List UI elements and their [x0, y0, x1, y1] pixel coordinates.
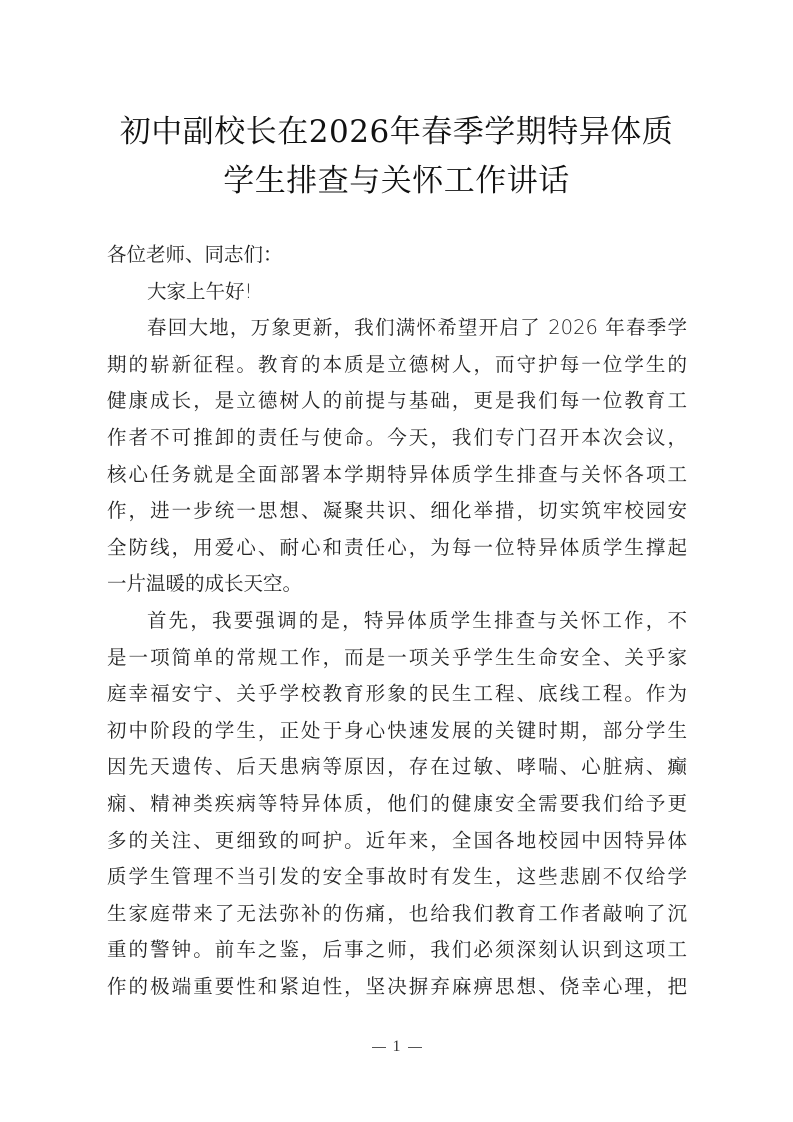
footer-dash-left	[372, 1047, 386, 1048]
greeting: 大家上午好!	[147, 279, 253, 303]
salutation: 各位老师、同志们：	[107, 243, 283, 266]
paragraph-1-line: 全防线，用爱心、耐心和责任心，为每一位特异体质学生撑起	[107, 535, 687, 559]
paragraph-1-line: 健康成长，是立德树人的前提与基础，更是我们每一位教育工	[107, 389, 687, 413]
paragraph-2-line: 重的警钟。前车之鉴，后事之师，我们必须深刻认识到这项工	[107, 938, 687, 962]
title-line-2: 学生排查与关怀工作讲话	[223, 163, 570, 199]
page-footer	[0, 1038, 793, 1056]
paragraph-2-line: 首先，我要强调的是，特异体质学生排查与关怀工作，不	[147, 608, 687, 632]
document-body	[107, 237, 687, 1005]
paragraph-2-line: 因先天遗传、后天患病等原因，存在过敏、哮喘、心脏病、癫	[107, 755, 687, 779]
footer-dash-right	[408, 1047, 422, 1048]
paragraph-1-line: 作，进一步统一思想、凝聚共识、细化举措，切实筑牢校园安	[107, 499, 687, 523]
paragraph-2-line: 生家庭带来了无法弥补的伤痛，也给我们教育工作者敲响了沉	[107, 901, 687, 925]
page-number: 1	[392, 1038, 401, 1055]
paragraph-1-line: 核心任务就是全面部署本学期特异体质学生排查与关怀各项工	[107, 462, 687, 486]
paragraph-1-line: 春回大地，万象更新，我们满怀希望开启了 2026 年春季学	[147, 316, 687, 340]
paragraph-2-line: 质学生管理不当引发的安全事故时有发生，这些悲剧不仅给学	[107, 865, 687, 889]
title-line-1: 初中副校长在2026年春季学期特异体质	[119, 114, 674, 150]
paragraph-2-line: 庭幸福安宁、关乎学校教育形象的民生工程、底线工程。作为	[107, 682, 687, 706]
document-title	[100, 108, 693, 206]
paragraph-2-line: 痫、精神类疾病等特异体质，他们的健康安全需要我们给予更	[107, 791, 687, 815]
paragraph-1-line: 期的崭新征程。教育的本质是立德树人，而守护每一位学生的	[107, 352, 687, 376]
paragraph-2-line: 是一项简单的常规工作，而是一项关乎学生生命安全、关乎家	[107, 645, 687, 669]
paragraph-2-line: 多的关注、更细致的呵护。近年来，全国各地校园中因特异体	[107, 828, 687, 852]
paragraph-2-line: 初中阶段的学生，正处于身心快速发展的关键时期，部分学生	[107, 718, 687, 742]
paragraph-1-line: 一片温暖的成长天空。	[107, 572, 303, 596]
paragraph-2-line: 作的极端重要性和紧迫性，坚决摒弃麻痹思想、侥幸心理，把	[107, 974, 687, 998]
paragraph-1-line: 作者不可推卸的责任与使命。今天，我们专门召开本次会议，	[107, 425, 687, 449]
